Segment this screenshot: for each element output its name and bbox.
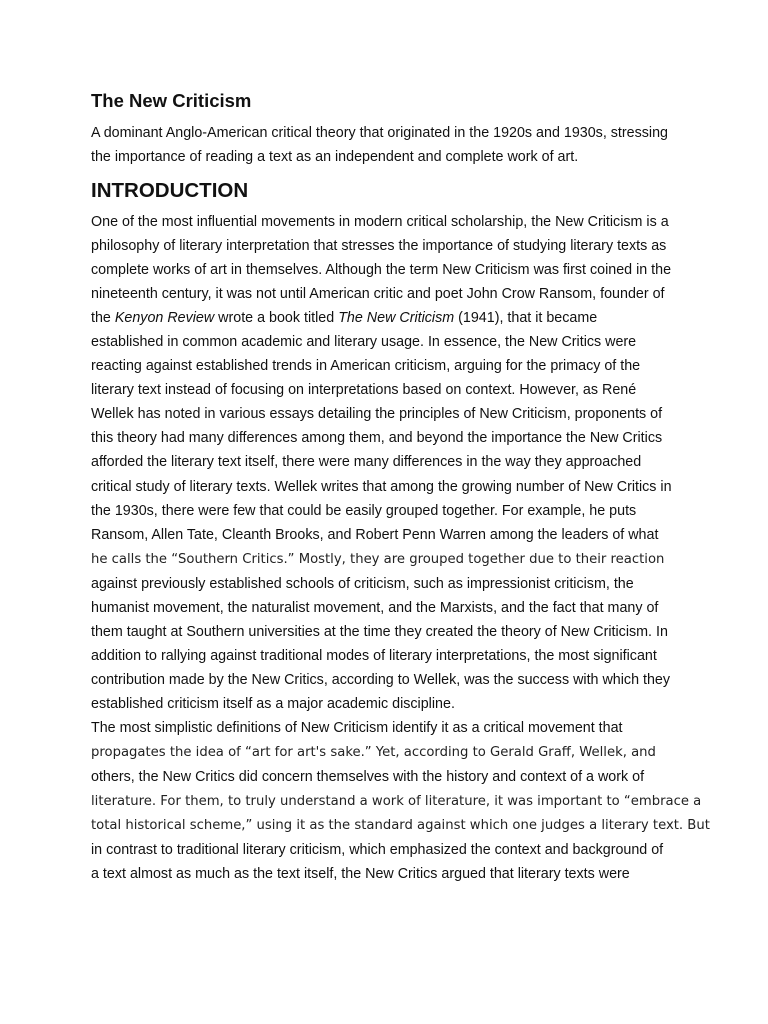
body-text: the [91,310,115,326]
body-line: humanist movement, the naturalist movement, and the Marxists, and the fact that many of [91,600,659,616]
body-line: addition to rallying against traditional modes of literary interpretations, the most significant [91,648,657,664]
body-line: total historical scheme,” using it as the standard against which one judges a literary text. But [91,818,710,833]
body-line: The most simplistic definitions of New Criticism identify it as a critical movement that [91,720,623,736]
body-line: established in common academic and literary usage. In essence, the New Critics were [91,334,637,350]
body-line: them taught at Southern universities at the time they created the theory of New Criticism. In [91,624,668,640]
body-line: others, the New Critics did concern themselves with the history and context of a work of [91,769,645,785]
body-line [91,308,597,328]
body-line: afforded the literary text itself, there were many differences in the way they approached [91,454,642,470]
body-line: this theory had many differences among them, and beyond the importance the New Critics [91,430,663,446]
page-title: The New Criticism [91,90,252,111]
body-line: established criticism itself as a major academic discipline. [91,696,455,712]
body-line: complete works of art in themselves. Although the term New Criticism was first coined in the [91,262,672,278]
body-line: the 1930s, there were few that could be easily grouped together. For example, he puts [91,503,637,519]
body-line: One of the most influential movements in modern critical scholarship, the New Criticism is a [91,214,669,230]
body-line: against previously established schools of criticism, such as impressionist criticism, the [91,576,634,592]
italic-title: Kenyon Review [114,310,215,326]
body-line: propagates the idea of “art for art's sake.” Yet, according to Gerald Graff, Wellek, and [91,745,656,760]
body-line: in contrast to traditional literary criticism, which emphasized the context and background of [91,842,664,858]
subtitle-line: the importance of reading a text as an independent and complete work of art. [91,149,579,165]
body-line: Ransom, Allen Tate, Cleanth Brooks, and Robert Penn Warren among the leaders of what [91,527,659,543]
body-text: wrote a book titled [214,310,339,326]
body-line: literary text instead of focusing on interpretations based on context. However, as René [91,382,637,398]
body-line: reacting against established trends in American criticism, arguing for the primacy of the [91,358,641,374]
subtitle-line: A dominant Anglo-American critical theory that originated in the 1920s and 1930s, stressing [91,125,668,141]
section-heading: INTRODUCTION [91,179,249,202]
body-line: he calls the “Southern Critics.” Mostly, they are grouped together due to their reaction [91,552,665,567]
body-line: nineteenth century, it was not until American critic and poet John Crow Ransom, founder of [91,286,665,302]
body-line: literature. For them, to truly understand a work of literature, it was important to “embrace a [91,794,702,809]
body-line: Wellek has noted in various essays detailing the principles of New Criticism, proponents of [91,406,663,422]
body-line: contribution made by the New Critics, according to Wellek, was the success with which they [91,672,671,688]
body-line: a text almost as much as the text itself, the New Critics argued that literary texts were [91,866,630,882]
body-line: philosophy of literary interpretation that stresses the importance of studying literary texts as [91,238,667,254]
body-text: (1941), that it became [454,310,598,326]
body-line: critical study of literary texts. Wellek writes that among the growing number of New Critics in [91,479,672,495]
italic-title: The New Criticism [338,310,455,326]
